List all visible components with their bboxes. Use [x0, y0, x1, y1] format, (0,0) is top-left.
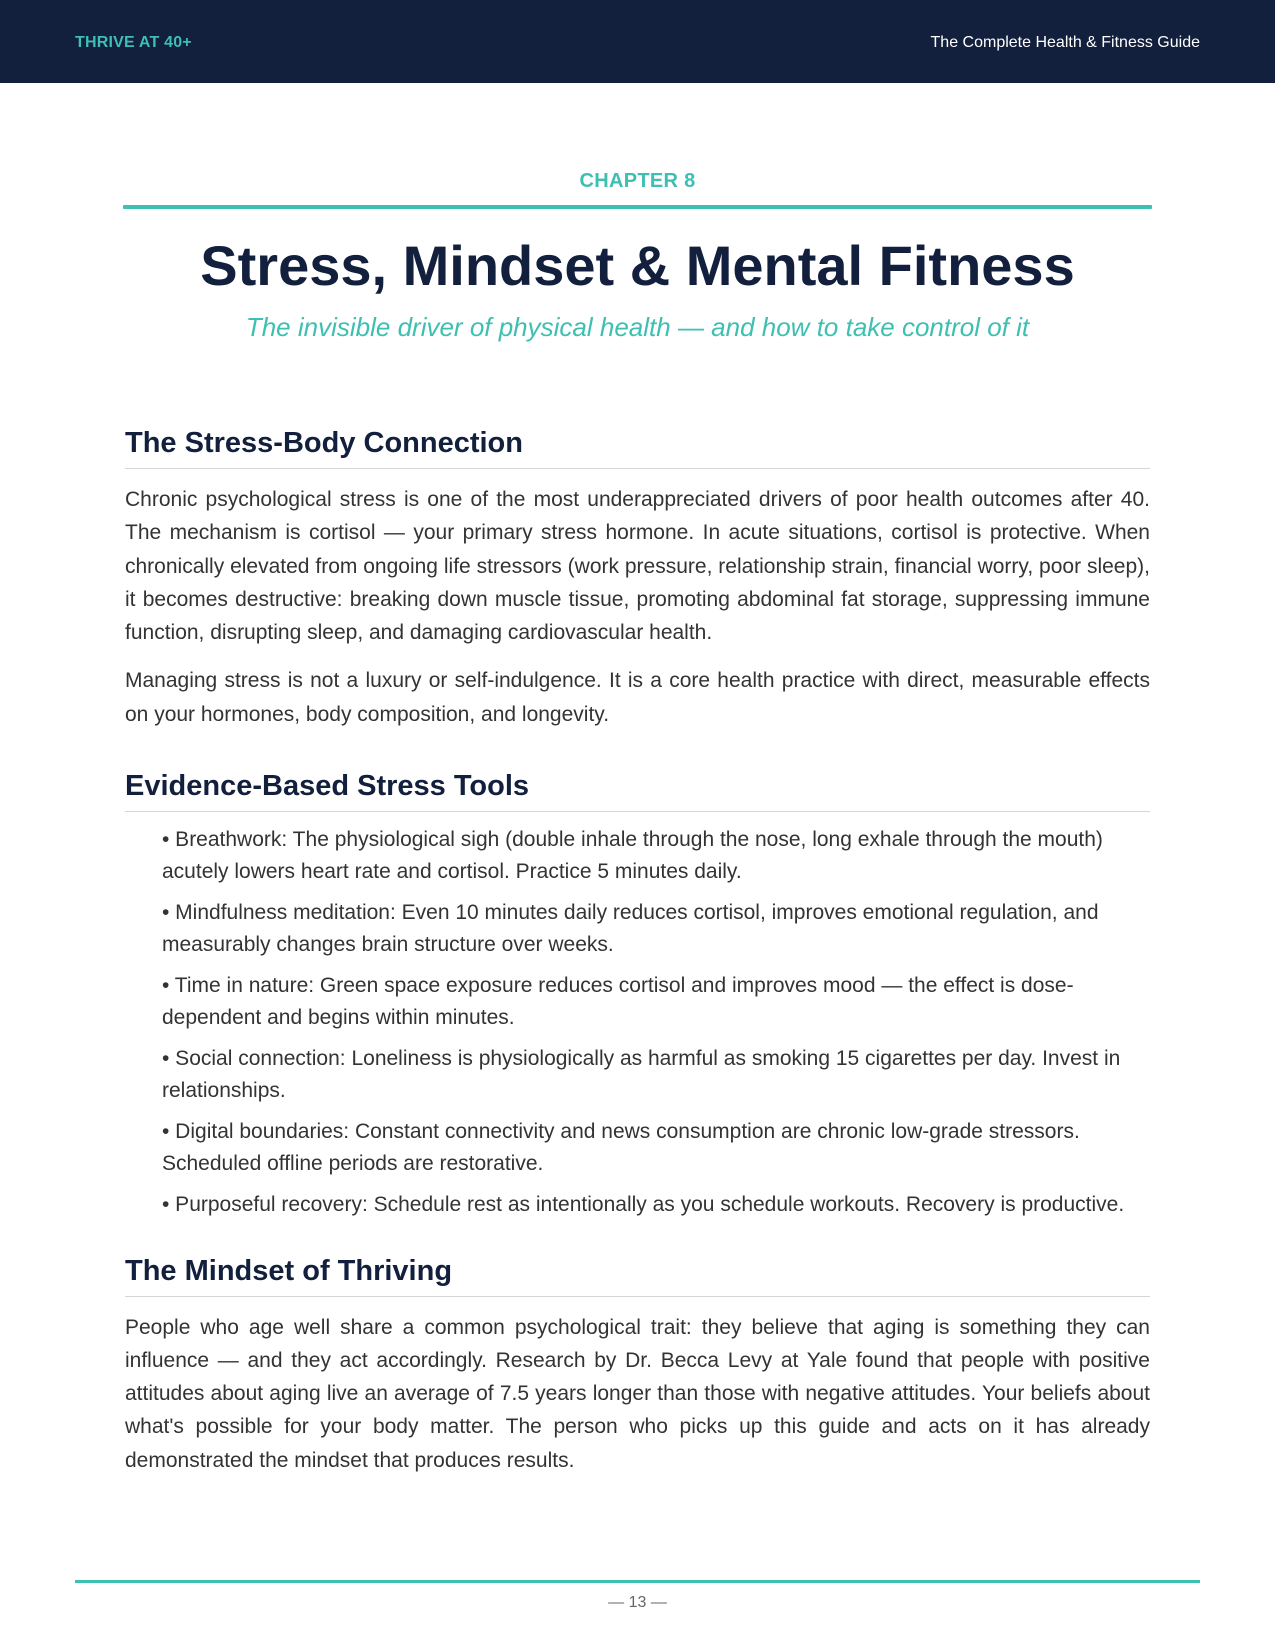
list-item: • Digital boundaries: Constant connectivity and news consumption are chronic low-grade stressors. Scheduled offline periods are restorative. [162, 1120, 1080, 1175]
list-item: • Purposeful recovery: Schedule rest as intentionally as you schedule workouts. Recovery is productive. [162, 1193, 1125, 1217]
list-item: • Time in nature: Green space exposure reduces cortisol and improves mood — the effect is dose-dependent and begins within minutes. [162, 974, 1074, 1029]
main-content [125, 425, 1150, 1477]
section-stress-body-connection [125, 425, 1150, 731]
spacer [125, 1231, 1150, 1253]
section-heading: Evidence-Based Stress Tools [125, 768, 1150, 812]
page-title: Stress, Mindset & Mental Fitness [200, 234, 1075, 297]
chapter-subtitle: The invisible driver of physical health — and how to take control of it [245, 312, 1030, 342]
paragraph: Managing stress is not a luxury or self-indulgence. It is a core health practice with direct, measurable effects on your hormones, body composition, and longevity. [125, 669, 1150, 726]
paragraph: People who age well share a common psychological trait: they believe that aging is something they can influence — and they act accordingly. Research by Dr. Becca Levy at Yale found that people with positive attitudes about aging live an average of 7.5 years longer than those with negative attitudes. Your beliefs about what's possible for your body matter. The person who picks up this guide and acts on it has already demonstrated the mindset that produces results. [125, 1315, 1150, 1472]
paragraph: Chronic psychological stress is one of the most underappreciated drivers of poor health outcomes after 40. The mechanism is cortisol — your primary stress hormone. In acute situations, cortisol is protective. When chronically elevated from ongoing life stressors (work pressure, relationship strain, financial worry, poor sleep), it becomes destructive: breaking down muscle tissue, promoting abdominal fat storage, suppressing immune function, disrupting sleep, and damaging cardiovascular health. [125, 488, 1150, 645]
header-bar [0, 0, 1275, 83]
list-item: • Social connection: Loneliness is physiologically as harmful as smoking 15 cigarettes per day. Invest in relationships. [162, 1047, 1121, 1102]
section-heading: The Mindset of Thriving [125, 1253, 1150, 1297]
list-item: • Mindfulness meditation: Even 10 minutes daily reduces cortisol, improves emotional regulation, and measurably changes brain structure over weeks. [162, 901, 1099, 956]
brand-name: THRIVE AT 40+ [75, 34, 192, 51]
section-stress-tools [125, 768, 1150, 1221]
page-number: — 13 — [608, 1594, 667, 1611]
spacer [125, 731, 1150, 768]
list-item: • Breathwork: The physiological sigh (double inhale through the nose, long exhale through the mouth) acutely lowers heart rate and cortisol. Practice 5 minutes daily. [162, 828, 1103, 883]
section-heading: The Stress-Body Connection [125, 425, 1150, 469]
chapter-label: CHAPTER 8 [579, 170, 696, 192]
section-mindset-of-thriving [125, 1253, 1150, 1477]
footer-divider [75, 1580, 1200, 1583]
chapter-divider [123, 205, 1152, 209]
stress-tools-list [125, 824, 1150, 1221]
guide-title: The Complete Health & Fitness Guide [930, 34, 1200, 51]
